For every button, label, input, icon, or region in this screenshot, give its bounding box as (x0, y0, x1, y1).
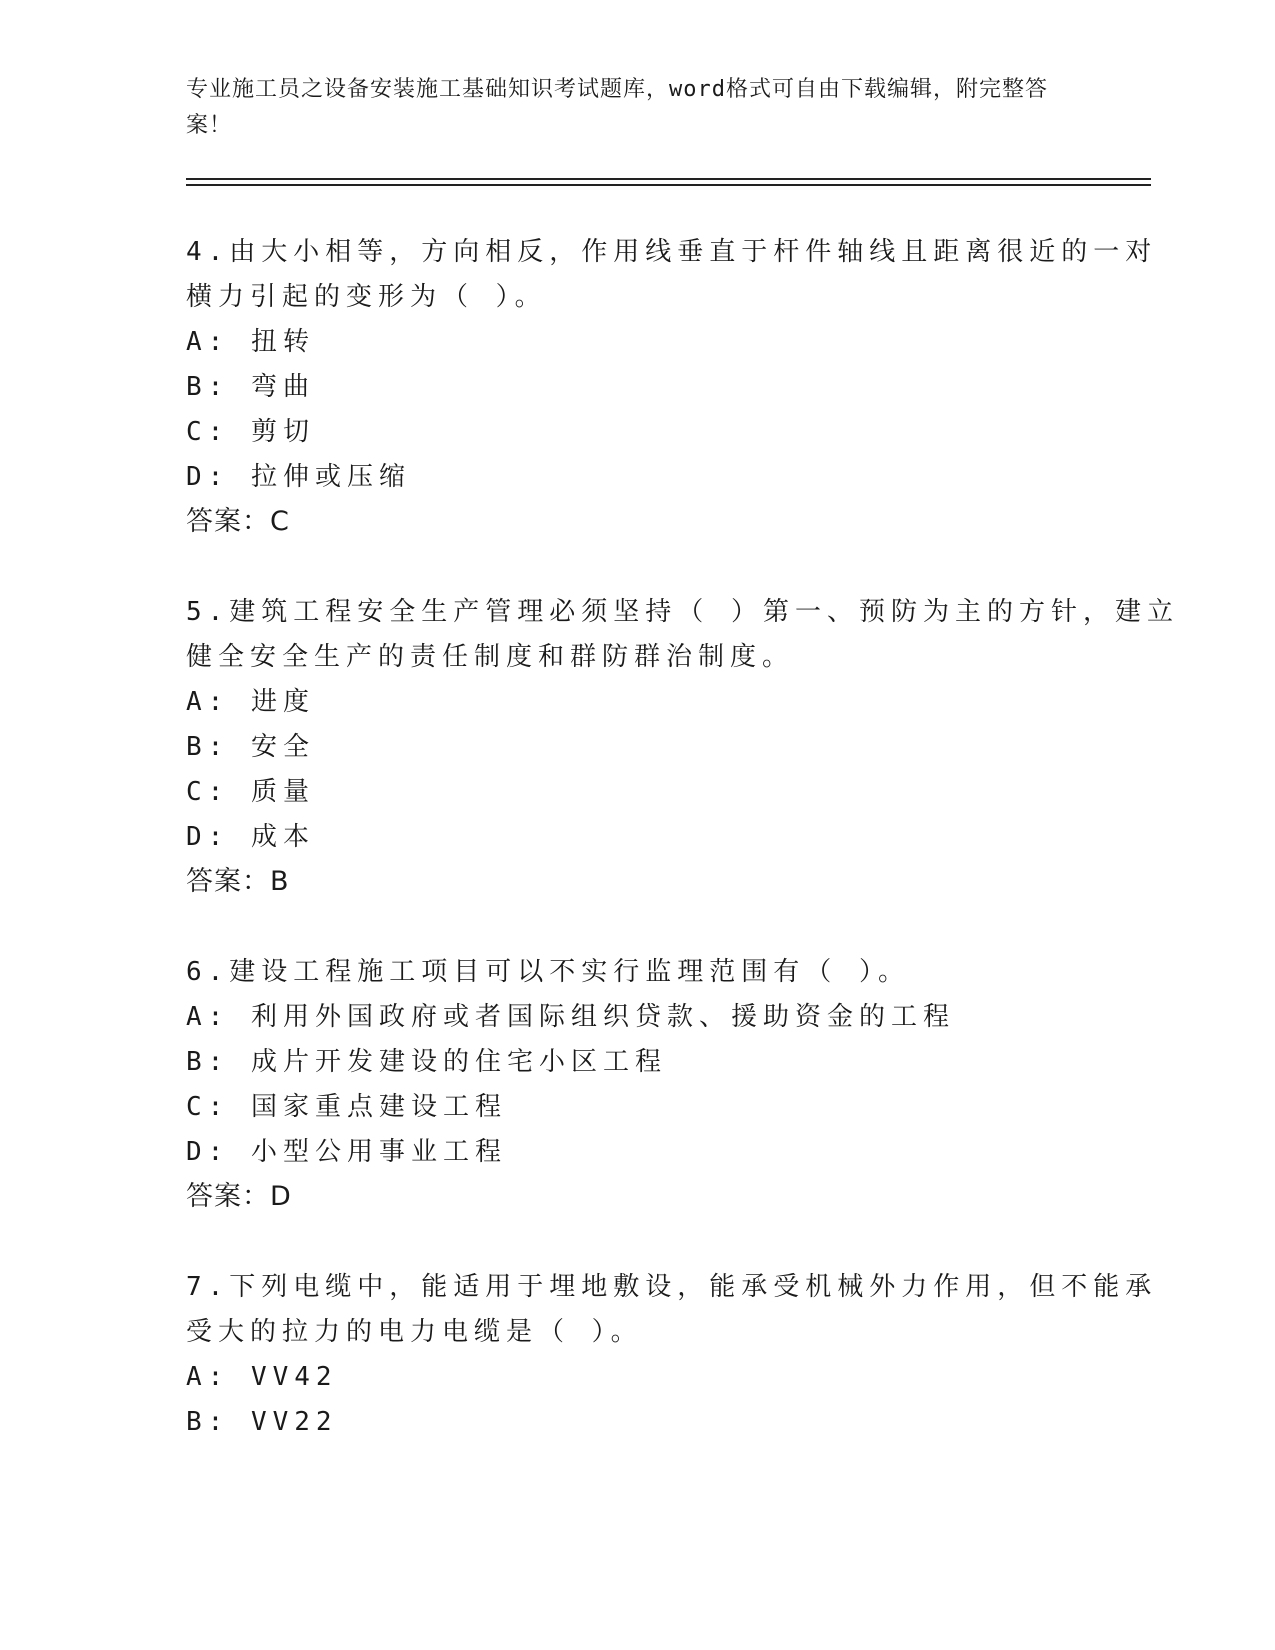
question-4-answer: 答案：C (186, 506, 290, 537)
question-5-option-a: A: 进度 (186, 687, 315, 717)
question-7-option-b: B: VV22 (186, 1407, 338, 1437)
document-header: 专业施工员之设备安装施工基础知识考试题库，word格式可自由下载编辑，附完整答案！ (186, 77, 1048, 138)
question-6-option-d: D: 小型公用事业工程 (186, 1137, 507, 1167)
question-4-option-d: D: 拉伸或压缩 (186, 462, 411, 492)
question-4-option-b: B: 弯曲 (186, 372, 315, 402)
question-4-stem-line-1: 4.由大小相等，方向相反，作用线垂直于杆件轴线且距离很近的一对 (186, 237, 1158, 267)
question-6-option-a: A: 利用外国政府或者国际组织贷款、援助资金的工程 (186, 1002, 955, 1032)
question-4-option-c: C: 剪切 (186, 417, 315, 447)
question-6-stem-line-1: 6.建设工程施工项目可以不实行监理范围有（ ）。 (186, 957, 910, 987)
question-5-answer: 答案：B (186, 866, 290, 897)
question-7-stem-line-2: 受大的拉力的电力电缆是（ ）。 (186, 1317, 643, 1347)
question-5-stem-line-1: 5.建筑工程安全生产管理必须坚持（ ）第一、预防为主的方针，建立 (186, 597, 1179, 627)
question-7-stem-line-1: 7.下列电缆中，能适用于埋地敷设，能承受机械外力作用，但不能承 (186, 1272, 1158, 1302)
question-5-option-c: C: 质量 (186, 777, 315, 807)
question-6-option-b: B: 成片开发建设的住宅小区工程 (186, 1047, 667, 1077)
question-6-answer: 答案：D (186, 1181, 292, 1212)
header-rule-top (186, 178, 1151, 180)
question-6-option-c: C: 国家重点建设工程 (186, 1092, 507, 1122)
question-5-option-b: B: 安全 (186, 732, 315, 762)
question-4-option-a: A: 扭转 (186, 327, 315, 357)
header-rule-bottom (186, 184, 1151, 186)
question-4-stem-line-2: 横力引起的变形为（ ）。 (186, 282, 547, 312)
question-7-option-a: A: VV42 (186, 1362, 338, 1392)
question-5-option-d: D: 成本 (186, 822, 315, 852)
question-5-stem-line-2: 健全安全生产的责任制度和群防群治制度。 (186, 642, 795, 672)
